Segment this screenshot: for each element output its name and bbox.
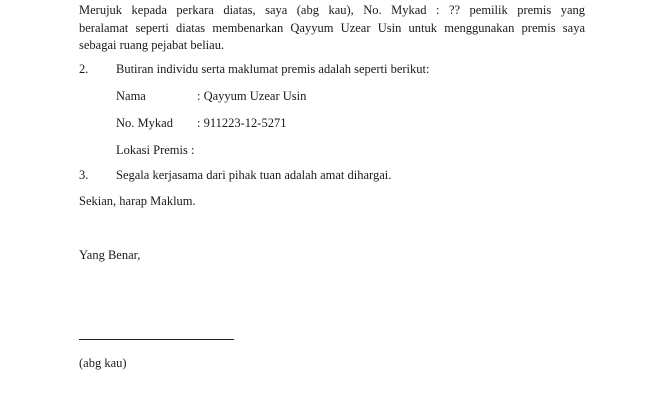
- salutation-text: Yang Benar,: [79, 248, 141, 262]
- signature-line: [79, 339, 234, 340]
- lokasi-premis-label: Lokasi Premis :: [116, 143, 195, 157]
- paragraph-line: beralamat seperti diatas membenarkan Qayyum Uzear Usin untuk menggunakan premis saya: [79, 20, 585, 35]
- opening-paragraph: [79, 2, 585, 55]
- closing-text: Sekian, harap Maklum.: [79, 194, 196, 208]
- item-2-text: Butiran individu serta maklumat premis adalah seperti berikut:: [116, 62, 430, 76]
- item-number-2: 2.: [79, 62, 89, 76]
- signatory-name: (abg kau): [79, 356, 127, 370]
- paragraph-line: sebagai ruang pejabat beliau.: [79, 38, 225, 52]
- mykad-label: No. Mykad: [116, 116, 173, 130]
- nama-label: Nama: [116, 89, 146, 103]
- nama-value: : Qayyum Uzear Usin: [197, 89, 307, 103]
- paragraph-line: Merujuk kepada perkara diatas, saya (abg kau), No. Mykad : ?? pemilik premis yang: [79, 3, 585, 17]
- item-number-3: 3.: [79, 168, 89, 182]
- item-3-text: Segala kerjasama dari pihak tuan adalah amat dihargai.: [116, 168, 392, 182]
- mykad-value: : 911223-12-5271: [197, 116, 287, 130]
